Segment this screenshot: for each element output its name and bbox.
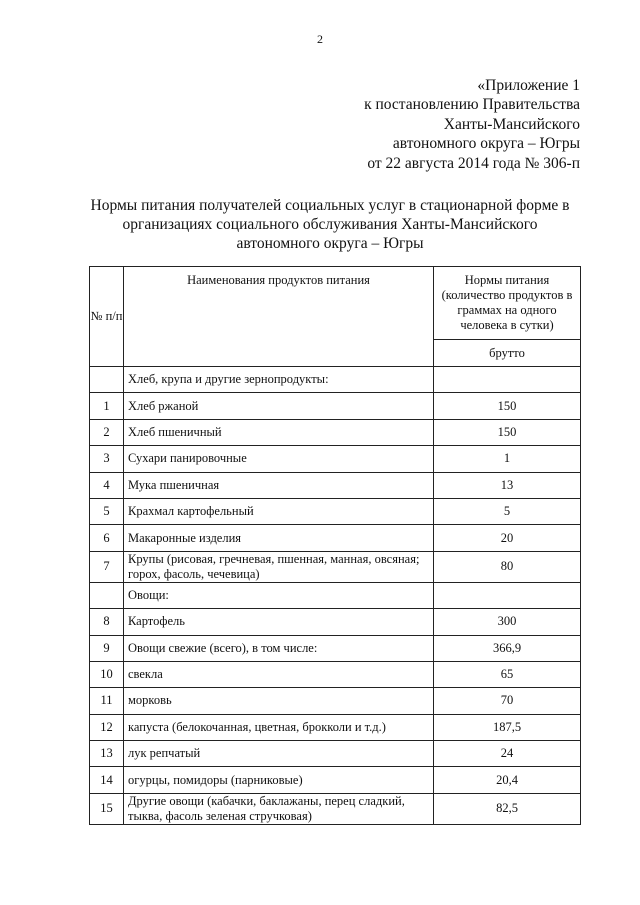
norm-value: 150 bbox=[434, 419, 581, 445]
row-number: 11 bbox=[90, 688, 124, 714]
row-number: 7 bbox=[90, 551, 124, 582]
table-row bbox=[90, 741, 581, 767]
title-line: автономного округа – Югры bbox=[236, 235, 424, 252]
row-number: 6 bbox=[90, 525, 124, 551]
page-number: 2 bbox=[317, 32, 323, 46]
row-number: 10 bbox=[90, 661, 124, 687]
product-name: Крахмал картофельный bbox=[124, 498, 434, 524]
table-row bbox=[90, 498, 581, 524]
norm-value: 366,9 bbox=[434, 635, 581, 661]
title-line: организациях социального обслуживания Ханты-Мансийского bbox=[122, 216, 538, 233]
norm-value: 13 bbox=[434, 472, 581, 498]
row-number: 14 bbox=[90, 767, 124, 793]
appendix-header bbox=[364, 76, 580, 173]
table-row bbox=[90, 551, 581, 582]
row-number: 13 bbox=[90, 741, 124, 767]
document-title bbox=[80, 196, 580, 253]
row-number: 15 bbox=[90, 793, 124, 824]
product-name: огурцы, помидоры (парниковые) bbox=[124, 767, 434, 793]
norm-value: 70 bbox=[434, 688, 581, 714]
table-row bbox=[90, 609, 581, 635]
norm-value: 82,5 bbox=[434, 793, 581, 824]
section-value-cell bbox=[434, 367, 581, 393]
product-name: лук репчатый bbox=[124, 741, 434, 767]
row-number: 2 bbox=[90, 419, 124, 445]
table-header-row bbox=[90, 267, 581, 340]
norm-value: 20 bbox=[434, 525, 581, 551]
appendix-line: от 22 августа 2014 года № 306-п bbox=[367, 154, 580, 172]
product-name: Хлеб пшеничный bbox=[124, 419, 434, 445]
product-name: Мука пшеничная bbox=[124, 472, 434, 498]
header-norms: Нормы питания (количество продуктов в граммах на одного человека в сутки) bbox=[434, 267, 581, 340]
table-row bbox=[90, 393, 581, 419]
row-number: 12 bbox=[90, 714, 124, 740]
table-row bbox=[90, 793, 581, 824]
table-row bbox=[90, 419, 581, 445]
table-row bbox=[90, 446, 581, 472]
section-title: Овощи: bbox=[124, 582, 434, 608]
product-name: Сухари панировочные bbox=[124, 446, 434, 472]
norm-value: 80 bbox=[434, 551, 581, 582]
row-number: 8 bbox=[90, 609, 124, 635]
section-row bbox=[90, 582, 581, 608]
table-row bbox=[90, 661, 581, 687]
section-num-cell bbox=[90, 582, 124, 608]
table-row bbox=[90, 767, 581, 793]
product-name: Крупы (рисовая, гречневая, пшенная, манная, овсяная; горох, фасоль, чечевица) bbox=[124, 551, 434, 582]
table-row bbox=[90, 472, 581, 498]
appendix-line: «Приложение 1 bbox=[477, 77, 580, 94]
section-row bbox=[90, 367, 581, 393]
appendix-line: Ханты-Мансийского bbox=[443, 115, 580, 133]
table-body bbox=[90, 267, 581, 825]
table-row bbox=[90, 688, 581, 714]
norm-value: 20,4 bbox=[434, 767, 581, 793]
appendix-line: к постановлению Правительства bbox=[364, 96, 580, 114]
norm-value: 187,5 bbox=[434, 714, 581, 740]
row-number: 5 bbox=[90, 498, 124, 524]
product-name: Другие овощи (кабачки, баклажаны, перец сладкий, тыква, фасоль зеленая стручковая) bbox=[124, 793, 434, 824]
section-title: Хлеб, крупа и другие зернопродукты: bbox=[124, 367, 434, 393]
product-name: Картофель bbox=[124, 609, 434, 635]
nutrition-norms-table bbox=[89, 266, 581, 825]
norm-value: 300 bbox=[434, 609, 581, 635]
header-num: № п/п bbox=[90, 267, 124, 367]
table-row bbox=[90, 635, 581, 661]
section-value-cell bbox=[434, 582, 581, 608]
norm-value: 1 bbox=[434, 446, 581, 472]
table-row bbox=[90, 714, 581, 740]
norm-value: 24 bbox=[434, 741, 581, 767]
norm-value: 150 bbox=[434, 393, 581, 419]
section-num-cell bbox=[90, 367, 124, 393]
product-name: морковь bbox=[124, 688, 434, 714]
product-name: Макаронные изделия bbox=[124, 525, 434, 551]
header-product-name: Наименования продуктов питания bbox=[124, 267, 434, 367]
header-gross: брутто bbox=[434, 340, 581, 367]
product-name: Хлеб ржаной bbox=[124, 393, 434, 419]
product-name: капуста (белокочанная, цветная, брокколи и т.д.) bbox=[124, 714, 434, 740]
norm-value: 65 bbox=[434, 661, 581, 687]
row-number: 3 bbox=[90, 446, 124, 472]
product-name: свекла bbox=[124, 661, 434, 687]
product-name: Овощи свежие (всего), в том числе: bbox=[124, 635, 434, 661]
title-line: Нормы питания получателей социальных услуг в стационарной форме в bbox=[90, 197, 570, 214]
row-number: 9 bbox=[90, 635, 124, 661]
row-number: 4 bbox=[90, 472, 124, 498]
norm-value: 5 bbox=[434, 498, 581, 524]
appendix-line: автономного округа – Югры bbox=[392, 135, 580, 153]
row-number: 1 bbox=[90, 393, 124, 419]
table-row bbox=[90, 525, 581, 551]
